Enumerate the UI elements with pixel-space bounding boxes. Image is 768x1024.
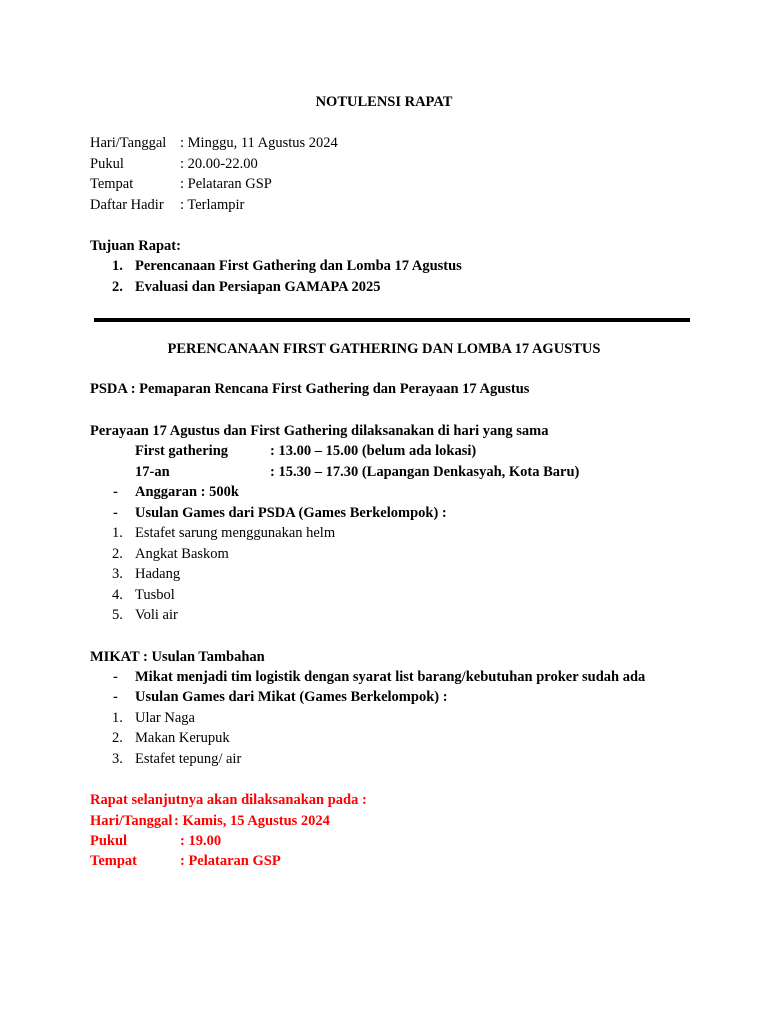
list-item: Tusbol [135, 587, 175, 603]
next-label-hari: Hari/Tanggal [90, 813, 173, 829]
meta-label-hadir: Daftar Hadir [90, 197, 164, 213]
mikat-games-heading: Usulan Games dari Mikat (Games Berkelompok) : [135, 689, 448, 705]
meta-value-hari: : Minggu, 11 Agustus 2024 [180, 135, 338, 151]
section-title: PERENCANAAN FIRST GATHERING DAN LOMBA 17 AGUSTUS [167, 341, 601, 357]
list-item: Angkat Baskom [135, 546, 229, 562]
list-number: 1. [112, 710, 123, 726]
meta-value-tempat: : Pelataran GSP [180, 176, 272, 192]
section-divider [94, 318, 690, 322]
perayaan-heading: Perayaan 17 Agustus dan First Gathering dilaksanakan di hari yang sama [90, 423, 549, 439]
list-number: 3. [112, 751, 123, 767]
mikat-heading: MIKAT : Usulan Tambahan [90, 649, 265, 665]
next-label-pukul: Pukul [90, 833, 128, 849]
list-item: Estafet sarung menggunakan helm [135, 525, 336, 541]
psda-heading: PSDA : Pemaparan Rencana First Gathering dan Perayaan 17 Agustus [90, 381, 530, 397]
schedule-value-17an: : 15.30 – 17.30 (Lapangan Denkasyah, Kota Baru) [270, 464, 580, 480]
schedule-value-gathering: : 13.00 – 15.00 (belum ada lokasi) [270, 443, 477, 459]
list-number: 2. [112, 546, 123, 562]
list-number: 3. [112, 566, 123, 582]
document-title: NOTULENSI RAPAT [315, 94, 453, 110]
list-item: Hadang [135, 566, 181, 582]
list-number: 5. [112, 607, 123, 623]
tujuan-item-2: Evaluasi dan Persiapan GAMAPA 2025 [135, 279, 381, 295]
next-value-pukul: : 19.00 [180, 833, 222, 849]
tujuan-heading: Tujuan Rapat: [90, 238, 181, 254]
tujuan-item-1: Perencanaan First Gathering dan Lomba 17 Agustus [135, 258, 462, 274]
meta-value-hadir: : Terlampir [180, 197, 245, 213]
list-number: 4. [112, 587, 123, 603]
next-label-tempat: Tempat [90, 853, 137, 869]
list-item: Ular Naga [135, 710, 195, 726]
psda-games-heading: Usulan Games dari PSDA (Games Berkelompok) : [135, 505, 447, 521]
next-value-tempat: : Pelataran GSP [180, 853, 281, 869]
list-item: Estafet tepung/ air [135, 751, 242, 767]
bullet-mark: - [113, 669, 118, 685]
mikat-logistik-text: Mikat menjadi tim logistik dengan syarat list barang/kebutuhan proker sudah ada [135, 669, 646, 685]
next-meeting-heading: Rapat selanjutnya akan dilaksanakan pada : [90, 792, 367, 808]
list-item: Makan Kerupuk [135, 730, 230, 746]
schedule-label-17an: 17-an [135, 464, 170, 480]
tujuan-num-2: 2. [112, 279, 123, 295]
anggaran-text: Anggaran : 500k [135, 484, 239, 500]
tujuan-num-1: 1. [112, 258, 123, 274]
bullet-mark: - [113, 505, 118, 521]
schedule-label-gathering: First gathering [135, 443, 229, 459]
meta-label-hari: Hari/Tanggal [90, 135, 167, 151]
next-value-hari: : Kamis, 15 Agustus 2024 [174, 813, 330, 829]
meta-label-pukul: Pukul [90, 156, 124, 172]
bullet-mark: - [113, 484, 118, 500]
list-item: Voli air [135, 607, 178, 623]
bullet-mark: - [113, 689, 118, 705]
list-number: 1. [112, 525, 123, 541]
list-number: 2. [112, 730, 123, 746]
meta-label-tempat: Tempat [90, 176, 134, 192]
meta-value-pukul: : 20.00-22.00 [180, 156, 258, 172]
